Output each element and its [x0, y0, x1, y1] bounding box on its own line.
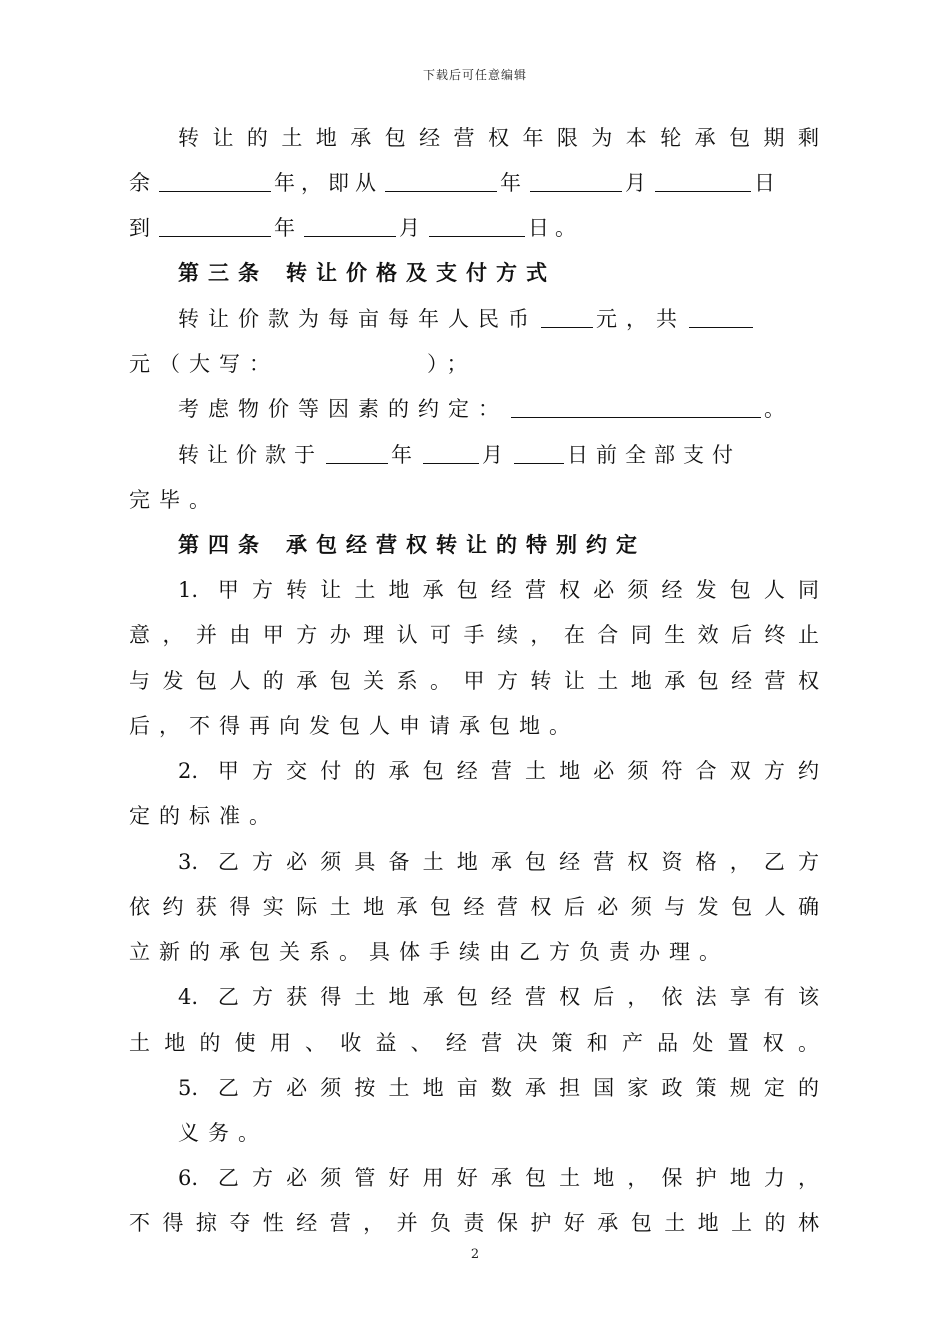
fill-in-blank[interactable]: [429, 214, 525, 237]
text-line-with-blanks: [178, 303, 819, 335]
fill-in-blank[interactable]: [514, 441, 564, 464]
text-segment: 转让价款为每亩每年人民币: [178, 307, 538, 331]
clause-3-line: 3. 乙方必须具备土地承包经营权资格，乙方: [178, 850, 819, 874]
fill-in-blank[interactable]: [159, 169, 271, 192]
text-segment: 月: [625, 171, 652, 195]
text-segment: 日: [754, 171, 781, 195]
fill-in-blank[interactable]: [511, 395, 761, 418]
text-line: 转让的土地承包经营权年限为本轮承包期剩: [178, 126, 819, 150]
fill-in-blank[interactable]: [423, 441, 479, 464]
clause-1-line: 与发包人的承包关系。甲方转让土地承包经营权: [129, 669, 819, 693]
clause-6-line: 6. 乙方必须管好用好承包土地，保护地力，: [178, 1166, 819, 1190]
text-segment: 月: [482, 443, 511, 467]
fill-in-blank[interactable]: [530, 169, 622, 192]
fill-in-blank[interactable]: [689, 305, 753, 328]
fill-in-blank[interactable]: [655, 169, 751, 192]
text-segment: 元（大写：: [129, 352, 279, 376]
text-line: [129, 348, 819, 380]
text-segment: 年: [274, 216, 301, 240]
text-segment: 年: [391, 443, 420, 467]
clause-3-line: 立新的承包关系。具体手续由乙方负责办理。: [129, 940, 729, 964]
article-number: 第三条: [178, 260, 268, 285]
clause-5-line: 5. 乙方必须按土地亩数承担国家政策规定的: [178, 1076, 819, 1100]
text-line-with-blanks: [178, 393, 819, 425]
fill-in-blank[interactable]: [385, 169, 497, 192]
page-header: 下载后可任意编辑: [422, 68, 527, 82]
text-line-with-blanks: [178, 439, 819, 471]
article-3-heading: [178, 257, 819, 289]
fill-in-blank[interactable]: [304, 214, 396, 237]
fill-in-blank[interactable]: [541, 305, 593, 328]
text-segment: 日前全部支付: [567, 443, 741, 467]
text-line-with-blanks: [129, 212, 819, 244]
fill-in-blank[interactable]: [326, 441, 388, 464]
text-segment: 转让价款于: [178, 443, 323, 467]
text-segment: 。: [764, 397, 794, 421]
clause-1-line: 1. 甲方转让土地承包经营权必须经发包人同: [178, 578, 819, 602]
text-segment: 考虑物价等因素的约定：: [178, 397, 508, 421]
text-segment: 到: [129, 216, 156, 240]
text-line-with-blanks: [129, 167, 819, 199]
clause-4-line: 4. 乙方获得土地承包经营权后，依法享有该: [178, 985, 819, 1009]
clause-5-line: 义务。: [178, 1121, 268, 1145]
clause-1-line: 意，并由甲方办理认可手续，在合同生效后终止: [129, 623, 819, 647]
clause-2-line: 2. 甲方交付的承包经营土地必须符合双方约: [178, 759, 819, 783]
article-number: 第四条: [178, 532, 268, 557]
clause-6-line: 不得掠夺性经营，并负责保护好承包土地上的林: [129, 1211, 819, 1235]
text-line: 完毕。: [129, 488, 219, 512]
page-number: 2: [470, 1247, 480, 1262]
text-segment: 日。: [528, 216, 582, 240]
text-segment: ）；: [427, 352, 477, 376]
text-segment: 余: [129, 171, 156, 195]
clause-2-line: 定的标准。: [129, 804, 279, 828]
text-segment: 月: [399, 216, 426, 240]
article-title: 承包经营权转让的特别约定: [286, 532, 646, 557]
text-segment: 元，共: [596, 307, 686, 331]
article-4-heading: [178, 529, 819, 561]
text-segment: 年，即从: [274, 171, 382, 195]
clause-4-line: 土地的使用、收益、经营决策和产品处置权。: [129, 1031, 819, 1055]
clause-1-line: 后，不得再向发包人申请承包地。: [129, 714, 579, 738]
clause-3-line: 依约获得实际土地承包经营权后必须与发包人确: [129, 895, 819, 919]
article-title: 转让价格及支付方式: [286, 260, 556, 285]
fill-in-blank[interactable]: [159, 214, 271, 237]
text-segment: 年: [500, 171, 527, 195]
